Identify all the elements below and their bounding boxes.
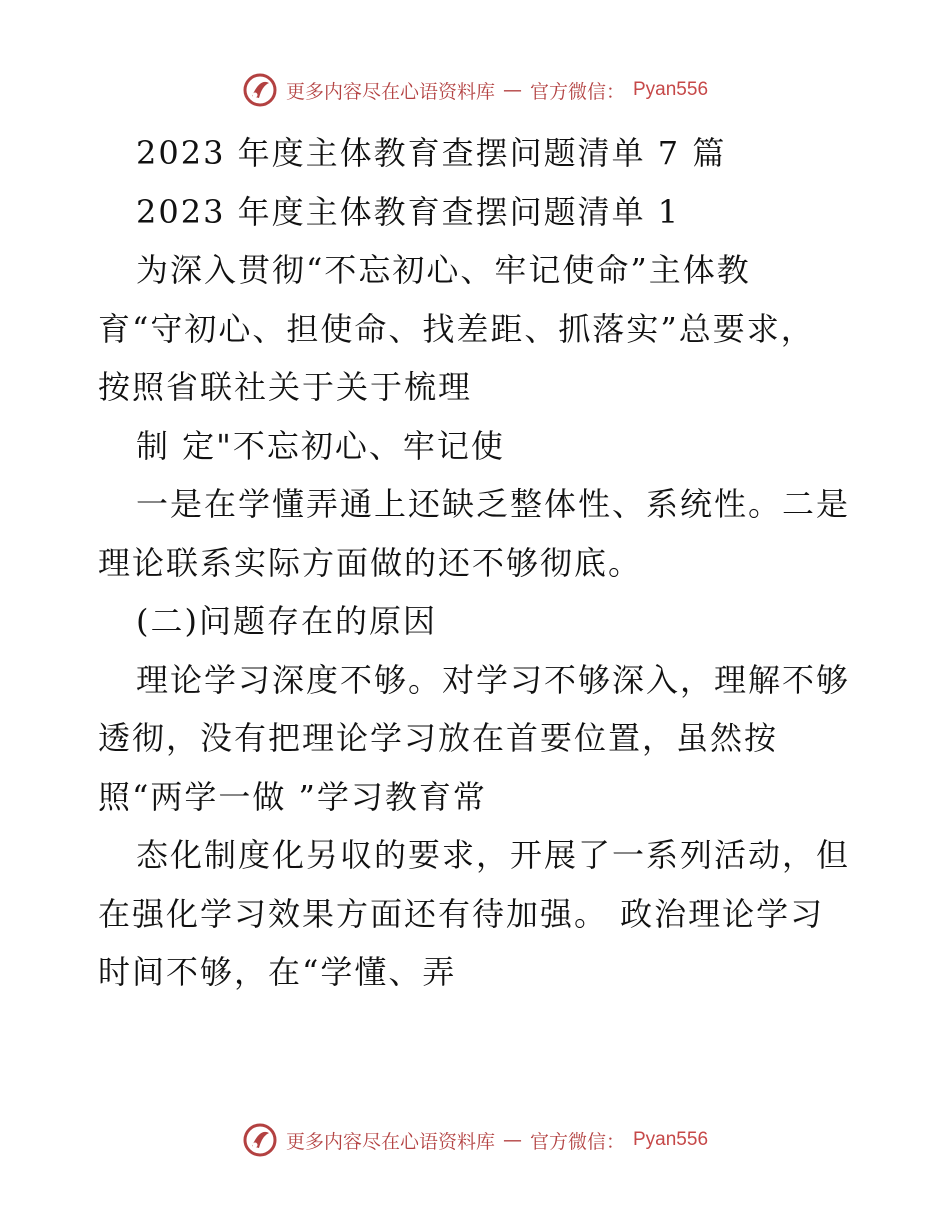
paragraph-line: 态化制度化另収的要求，开展了一系列活动，但 [136,836,851,874]
paragraph-line: 为深入贯彻“不忘初心、牢记使命”主体教 [136,251,751,289]
paragraph-line: 理论联系实际方面做的还不够彻底。 [98,543,643,582]
paragraph-line: 时间不够，在“学懂、弄 [98,953,457,991]
paragraph-line: (二)问题存在的原因 [136,602,437,640]
watermark-text: 更多内容尽在心语资料库 [285,80,495,103]
watermark-footer [0,1120,950,1160]
watermark-separator: — [502,1129,522,1151]
brand-logo-icon [242,1122,278,1158]
watermark-text: 更多内容尽在心语资料库 [285,1130,495,1153]
paragraph-line: 理论学习深度不够。对学习不够深入，理解不够 [136,660,851,699]
brand-logo-icon [242,72,278,108]
watermark-separator: — [502,79,522,101]
watermark-label: 官方微信： [529,1130,625,1153]
paragraph-line: 2023 年度主体教育查摆问题清单 7 篇 [136,134,727,172]
document-body [98,124,858,1002]
paragraph-line: 制 定"不忘初心、牢记使 [136,426,505,465]
paragraph-line: 一是在学懂弄通上还缺乏整体性、系统性。二是 [136,485,851,523]
paragraph-line: 育“守初心、担使命、找差距、抓落实”总要求， [98,309,815,348]
paragraph-line: 透彻，没有把理论学习放在首要位置，虽然按 [98,719,779,757]
paragraph-line: 按照省联社关于关于梳理 [98,368,473,406]
watermark-id: Pyan556 [633,1129,709,1150]
paragraph-line: 在强化学习效果方面还有待加强。 政治理论学习 [98,894,825,933]
watermark-id: Pyan556 [633,79,709,100]
paragraph-line: 2023 年度主体教育查摆问题清单 1 [136,192,681,231]
watermark-header [0,70,950,110]
paragraph-line: 照“两学一做 ”学习教育常 [98,777,487,816]
watermark-label: 官方微信： [529,80,625,103]
